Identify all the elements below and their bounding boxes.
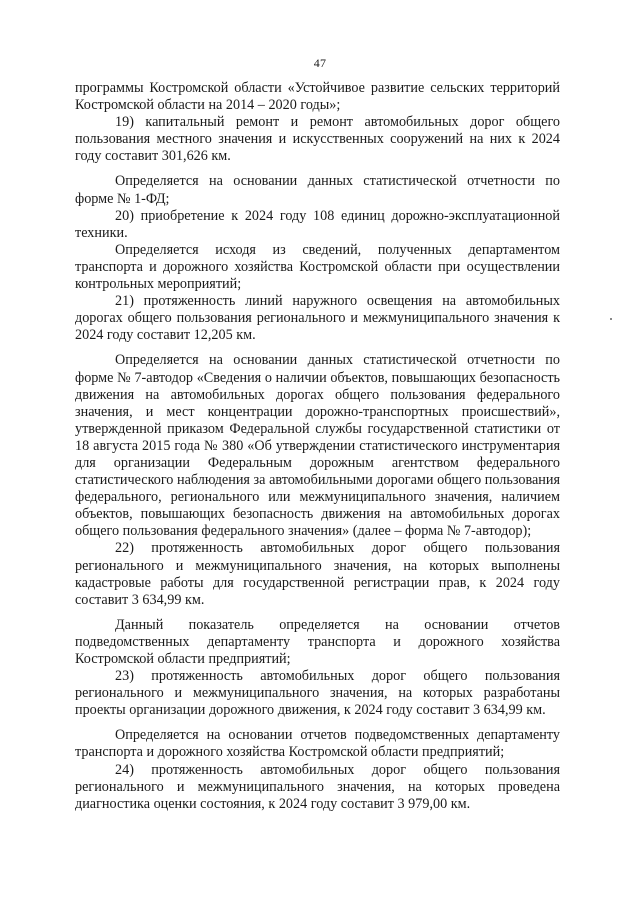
paragraph-item-23: 23) протяженность автомобильных дорог общего пользования регионального и межмуниципального значения, на которых разработаны проекты организации дорожного движения, к 2024 году составит 3 634,99 км. [75, 668, 560, 719]
scan-speck [610, 318, 612, 320]
paragraph-item-21-source: Определяется на основании данных статистической отчетности по форме № 7-автодор «Сведения о наличии объектов, повышающих безопасность движения на автомобильных дорогах общего пользования федерального значения, и мест концентрации дорожно-транспортных происшествий», утвержденной приказом Федеральной службы государственной статистики от 18 августа 2015 года № 380 «Об утверждении статистического инструментария для организации Федеральным дорожным агентством федерального статистического наблюдения за автомобильными дорогами общего пользования федерального, регионального или межмуниципального значения, наличием объектов, повышающих безопасность движения на автомобильных дорогах общего пользования федерального значения» (далее – форма № 7-автодор); [75, 352, 560, 540]
page-number: 47 [313, 56, 327, 70]
paragraph-item-23-source: Определяется на основании отчетов подведомственных департаменту транспорта и дорожного хозяйства Костромской области предприятий; [75, 727, 560, 761]
paragraph-item-20-source: Определяется исходя из сведений, полученных департаментом транспорта и дорожного хозяйства Костромской области при осуществлении контрольных мероприятий; [75, 241, 560, 293]
paragraph-item-22-source: Данный показатель определяется на основании отчетов подведомственных департаменту транспорта и дорожного хозяйства Костромской области предприятий; [75, 616, 560, 667]
paragraph-item-21: 21) протяженность линий наружного освещения на автомобильных дорогах общего пользования регионального и межмуниципального значения к 2024 году составит 12,205 км. [75, 293, 560, 344]
paragraph-item-22: 22) протяженность автомобильных дорог общего пользования регионального и межмуниципального значения, на которых выполнены кадастровые работы для государственной регистрации прав, к 2024 году составит 3 634,99 км. [75, 540, 560, 608]
paragraph-program-continuation: программы Костромской области «Устойчивое развитие сельских территорий Костромской области на 2014 – 2020 годы»; [75, 80, 560, 114]
paragraph-item-24: 24) протяженность автомобильных дорог общего пользования регионального и межмуниципального значения, на которых проведена диагностика оценки состояния, к 2024 году составит 3 979,00 км. [75, 761, 560, 812]
document-body [75, 80, 560, 813]
paragraph-item-20: 20) приобретение к 2024 году 108 единиц дорожно-эксплуатационной техники. [75, 207, 560, 241]
paragraph-item-19-source: Определяется на основании данных статистической отчетности по форме № 1-ФД; [75, 173, 560, 207]
paragraph-item-19: 19) капитальный ремонт и ремонт автомобильных дорог общего пользования местного значения и искусственных сооружений на них к 2024 году составит 301,626 км. [75, 114, 560, 165]
